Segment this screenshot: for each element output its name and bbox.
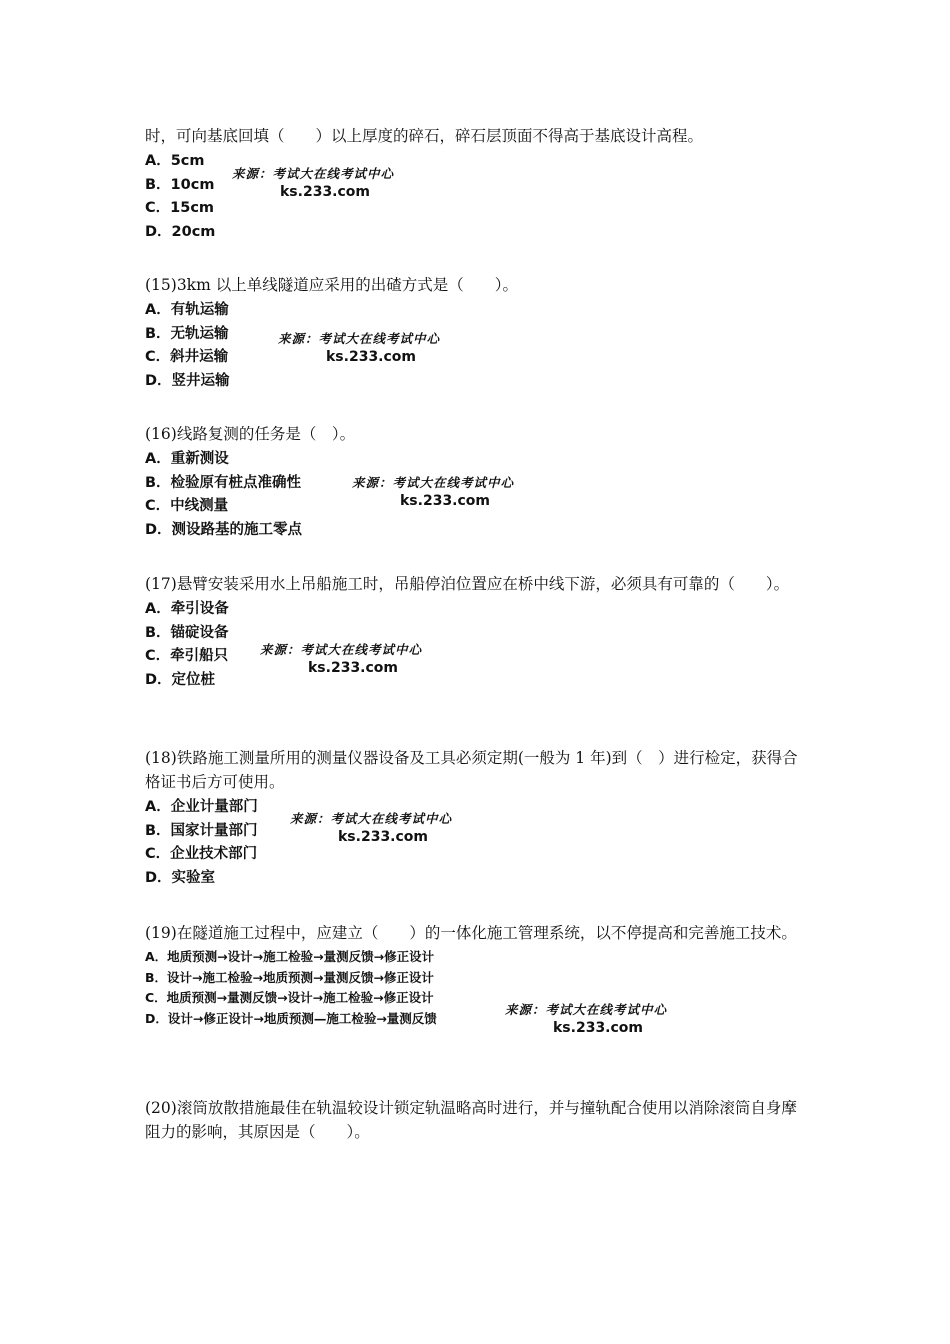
option-list	[145, 299, 810, 393]
option-d: D．定位桩	[145, 671, 216, 688]
question-20	[145, 1096, 810, 1144]
source-label: 来源：考试大在线考试中心	[352, 475, 515, 490]
option-d: D．设计→修正设计→地质预测—施工检验→量测反馈	[145, 1010, 437, 1026]
source-label: 来源：考试大在线考试中心	[232, 166, 395, 181]
question-18	[145, 746, 810, 890]
source-watermark	[290, 810, 452, 846]
option-a: A．牵引设备	[145, 601, 229, 617]
source-url: ks.233.com	[400, 493, 491, 509]
source-label: 来源：考试大在线考试中心	[278, 331, 441, 346]
option-list	[145, 947, 810, 1029]
option-b: B．10cm	[145, 176, 215, 193]
question-stem: (19)在隧道施工过程中，应建立（ ）的一体化施工管理系统，以不停提高和完善施工技术。	[145, 924, 797, 942]
source-url: ks.233.com	[280, 184, 371, 200]
option-a: A．重新测设	[145, 451, 229, 467]
source-url: ks.233.com	[326, 349, 417, 365]
source-url: ks.233.com	[338, 829, 429, 845]
option-b: B．设计→施工检验→地质预测→量测反馈→修正设计	[145, 969, 434, 985]
option-a: A．地质预测→设计→施工检验→量测反馈→修正设计	[145, 949, 435, 964]
option-b: B．锚碇设备	[145, 624, 229, 641]
question-stem: (20)滚筒放散措施最佳在轨温较设计锁定轨温略高时进行，并与撞轨配合使用以消除滚筒自身摩阻力的影响，其原因是（ ）。	[145, 1099, 797, 1141]
option-a: A．有轨运输	[145, 302, 229, 318]
question-17	[145, 572, 810, 692]
question-19	[145, 921, 810, 1029]
option-c: C．15cm	[145, 200, 215, 216]
option-a: A．5cm	[145, 153, 205, 169]
option-c: C．斜井运输	[145, 349, 229, 365]
option-d: D．实验室	[145, 869, 216, 886]
question-stem: (18)铁路施工测量所用的测量仪器设备及工具必须定期(一般为 1 年)到（ ）进行检定，获得合格证书后方可使用。	[145, 749, 798, 791]
option-list	[145, 796, 810, 890]
option-c: C．地质预测→量测反馈→设计→施工检验→修正设计	[145, 990, 434, 1005]
option-b: B．无轨运输	[145, 325, 229, 342]
question-15	[145, 273, 810, 393]
source-watermark	[352, 474, 514, 510]
source-watermark	[505, 1001, 667, 1037]
option-c: C．牵引船只	[145, 648, 229, 664]
option-a: A．企业计量部门	[145, 799, 258, 815]
option-d: D．20cm	[145, 223, 216, 240]
option-d: D．测设路基的施工零点	[145, 521, 303, 538]
source-watermark	[278, 330, 440, 366]
option-b: B．国家计量部门	[145, 822, 258, 839]
question-stem: (15)3km 以上单线隧道应采用的出碴方式是（ ）。	[145, 276, 518, 294]
source-label: 来源：考试大在线考试中心	[290, 811, 453, 826]
option-d: D．竖井运输	[145, 372, 230, 389]
option-c: C．企业技术部门	[145, 846, 258, 862]
option-list	[145, 598, 810, 692]
source-label: 来源：考试大在线考试中心	[505, 1002, 668, 1017]
question-stem: (16)线路复测的任务是（ ）。	[145, 425, 356, 443]
source-watermark	[232, 165, 394, 201]
option-c: C．中线测量	[145, 498, 229, 514]
question-stem: 时，可向基底回填（ ）以上厚度的碎石，碎石层顶面不得高于基底设计高程。	[145, 127, 704, 145]
source-label: 来源：考试大在线考试中心	[260, 642, 423, 657]
source-watermark	[260, 641, 422, 677]
source-url: ks.233.com	[308, 660, 399, 676]
option-b: B．检验原有桩点准确性	[145, 474, 302, 491]
question-stem: (17)悬臂安装采用水上吊船施工时，吊船停泊位置应在桥中线下游，必须具有可靠的（ ）。	[145, 575, 790, 593]
source-url: ks.233.com	[553, 1020, 644, 1036]
